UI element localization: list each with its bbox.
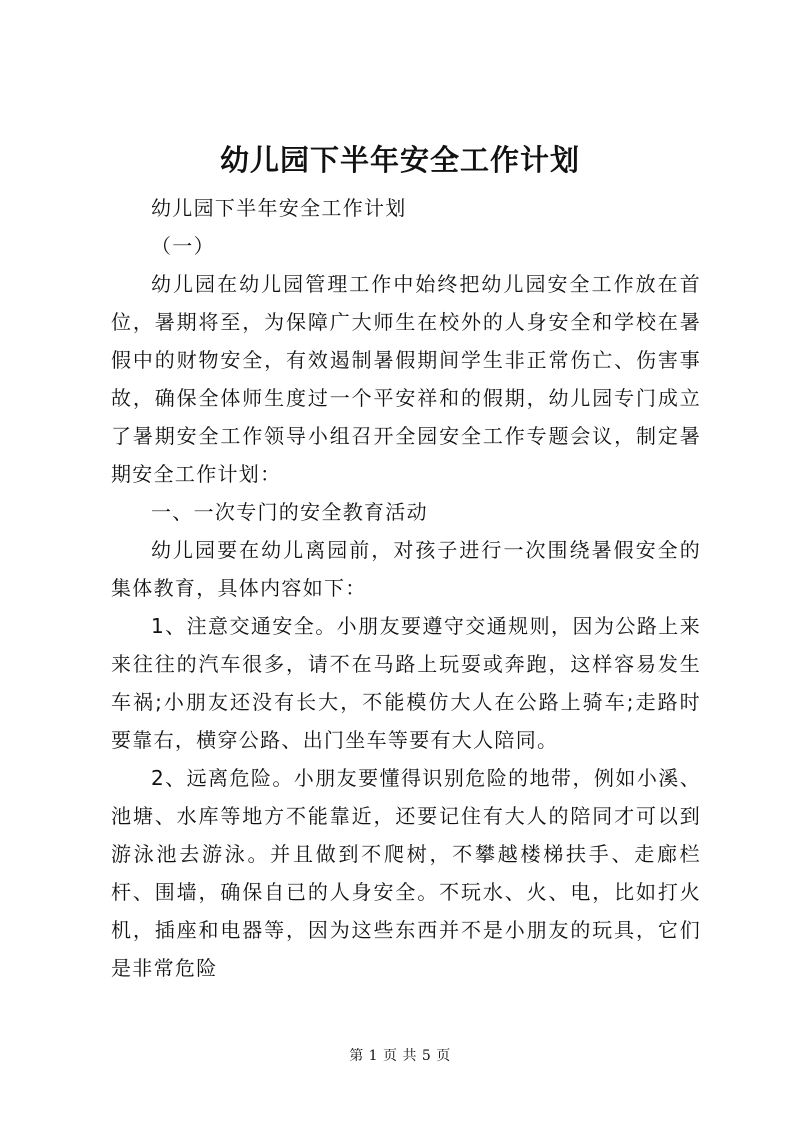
document-title: 幼儿园下半年安全工作计划 (219, 143, 580, 177)
paragraph-heading-1: 一、一次专门的安全教育活动 (151, 500, 428, 524)
paragraph-item-2: 2、远离危险。小朋友要懂得识别危险的地带，例如小溪、池塘、水库等地方不能靠近，还要记住有大人的陪同才可以到游泳池去游泳。并且做到不爬树，不攀越楼梯扶手、走廊栏杆、围墙，确保自已的人身安全。不玩水、火、电，比如打火机，插座和电器等，因为这些东西并不是小朋友的玩具，它们是非常危险 (111, 766, 701, 980)
paragraph-education: 幼儿园要在幼儿离园前，对孩子进行一次围绕暑假安全的集体教育，具体内容如下： (111, 538, 701, 600)
document-body (111, 189, 701, 987)
paragraph-item-1: 1、注意交通安全。小朋友要遵守交通规则，因为公路上来来往往的汽车很多，请不在马路上玩耍或奔跑，这样容易发生车祸;小朋友还没有长大，不能模仿大人在公路上骑车;走路时要靠右，横穿公路、出门坐车等要有大人陪同。 (111, 614, 701, 752)
paragraph-section-number: （一） (151, 234, 215, 258)
paragraph-intro: 幼儿园在幼儿园管理工作中始终把幼儿园安全工作放在首位，暑期将至，为保障广大师生在校外的人身安全和学校在暑假中的财物安全，有效遏制暑假期间学生非正常伤亡、伤害事故，确保全体师生度过一个平安祥和的假期，幼儿园专门成立了暑期安全工作领导小组召开全园安全工作专题会议，制定暑期安全工作计划： (111, 272, 701, 486)
paragraph-subtitle: 幼儿园下半年安全工作计划 (151, 196, 407, 220)
page-footer: 第 1 页 共 5 页 (349, 1048, 451, 1064)
